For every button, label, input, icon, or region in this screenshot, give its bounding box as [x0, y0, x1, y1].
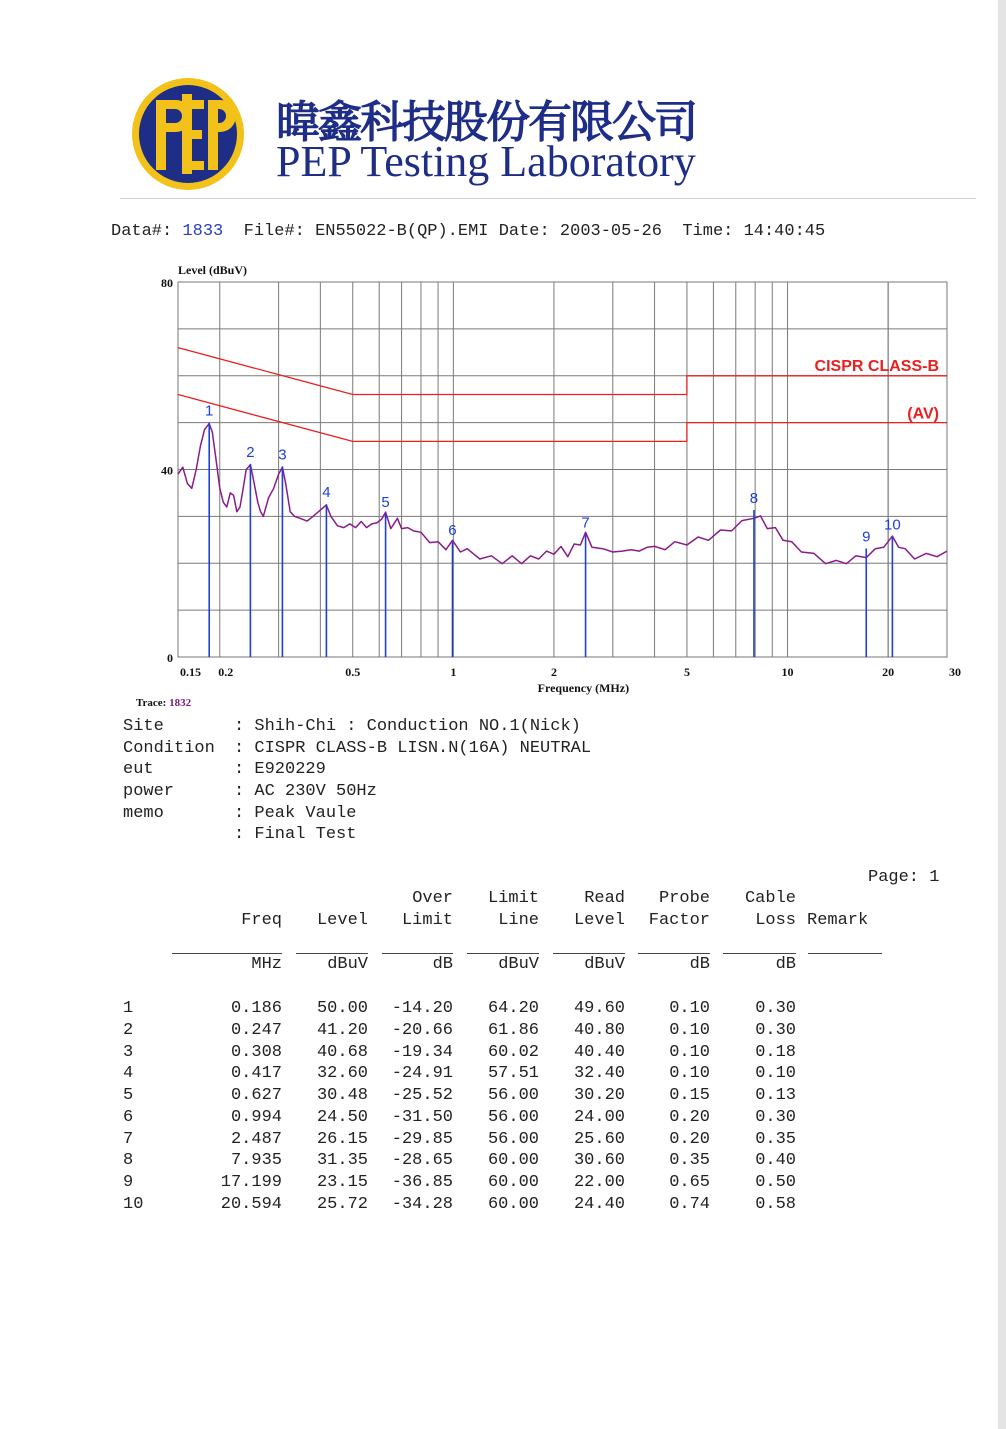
- header-rule: [172, 953, 282, 954]
- setup-row: [123, 759, 591, 781]
- limit-label-class-b: CISPR CLASS-B: [814, 357, 939, 375]
- y-tick-label: 0: [167, 651, 173, 665]
- date-value: 2003-05-26: [559, 222, 662, 241]
- file-name: EN55022-B(QP).EMI: [315, 222, 489, 241]
- table-cell: -20.66: [391, 1020, 453, 1040]
- header-rule: [382, 953, 453, 954]
- table-cell: 50.00: [316, 999, 368, 1018]
- setup-key: Condition: [123, 738, 215, 758]
- table-cell: 0.627: [230, 1086, 282, 1105]
- column-unit: MHz: [251, 955, 282, 974]
- column-unit: dBuV: [327, 955, 368, 974]
- column-header: Freq: [241, 911, 282, 930]
- table-cell: 24.50: [316, 1107, 368, 1127]
- column-header: Level: [316, 911, 368, 930]
- setup-row: [123, 781, 591, 803]
- column-header: Loss: [755, 911, 796, 930]
- x-tick-label: 0.5: [345, 665, 361, 679]
- table-cell: 26.15: [316, 1129, 368, 1149]
- table-cell: 60.02: [487, 1042, 539, 1062]
- x-tick-label: 0.15: [180, 665, 201, 679]
- header-rule: [723, 953, 796, 954]
- column-header-top: Probe: [658, 889, 710, 908]
- setup-value: : E920229: [234, 760, 326, 780]
- date-label: Date:: [498, 222, 550, 241]
- table-cell: 0.74: [669, 1194, 710, 1214]
- company-name-english: PEP Testing Laboratory: [276, 137, 696, 186]
- table-cell: 40.80: [573, 1020, 625, 1040]
- table-cell: 32.40: [573, 1064, 625, 1084]
- column-unit: dB: [775, 955, 796, 974]
- table-cell: 0.20: [669, 1129, 710, 1149]
- table-cell: 0.30: [755, 1020, 796, 1040]
- trace-label: [136, 697, 191, 709]
- time-label: Time:: [682, 222, 734, 241]
- trace-label-key: Trace:: [136, 697, 167, 709]
- x-tick-label: 10: [781, 665, 794, 679]
- column-header-remark: Remark: [807, 911, 869, 930]
- y-tick-label: 40: [161, 463, 173, 478]
- time-value: 14:40:45: [743, 222, 826, 241]
- setup-row: [123, 716, 591, 738]
- row-index: 1: [123, 999, 134, 1018]
- table-cell: 0.10: [669, 1042, 710, 1062]
- emi-chart: [0, 0, 1006, 700]
- data-label: Data#:: [111, 222, 173, 241]
- row-index: 3: [123, 1042, 134, 1062]
- table-cell: 0.13: [755, 1086, 796, 1105]
- page-number: Page: 1: [868, 868, 940, 887]
- setup-value: : Shih-Chi : Conduction NO.1(Nick): [234, 717, 581, 736]
- table-cell: 0.10: [669, 1020, 710, 1040]
- column-unit: dB: [689, 955, 710, 974]
- x-tick-label: 2: [550, 665, 557, 679]
- table-cell: 56.00: [487, 1086, 539, 1105]
- marker-label: 1: [205, 402, 214, 420]
- row-index: 9: [123, 1173, 134, 1192]
- x-tick-label: 1: [450, 665, 457, 679]
- table-cell: -24.91: [391, 1064, 453, 1084]
- setup-key: Site: [123, 717, 164, 736]
- table-cell: 0.40: [755, 1151, 796, 1171]
- marker-label: 3: [278, 446, 287, 464]
- table-cell: 49.60: [573, 999, 625, 1018]
- table-cell: 0.65: [669, 1173, 710, 1192]
- x-tick-label: 30: [949, 665, 961, 679]
- setup-value: : Final Test: [234, 825, 357, 845]
- header-rule: [296, 953, 368, 954]
- test-setup-block: [123, 716, 591, 846]
- table-cell: 0.30: [755, 999, 796, 1018]
- header-rule: [467, 953, 539, 954]
- table-cell: 57.51: [487, 1064, 539, 1084]
- table-cell: 7.935: [230, 1151, 282, 1171]
- row-index: 5: [123, 1086, 134, 1105]
- header-rule: [553, 953, 625, 954]
- file-label: File#:: [243, 222, 305, 241]
- table-cell: 0.10: [755, 1064, 796, 1084]
- marker-label: 10: [884, 516, 901, 534]
- column-header: Limit: [401, 911, 453, 930]
- table-cell: 32.60: [316, 1064, 368, 1084]
- column-unit: dBuV: [584, 955, 625, 974]
- marker-label: 9: [862, 528, 871, 546]
- table-cell: -25.52: [391, 1086, 453, 1105]
- table-cell: -19.34: [391, 1042, 453, 1062]
- marker-label: 8: [749, 490, 759, 508]
- header-rule: [638, 953, 710, 954]
- setup-row: [123, 803, 591, 825]
- setup-row: [123, 738, 591, 760]
- table-cell: 0.30: [755, 1107, 796, 1127]
- table-cell: 30.48: [316, 1086, 368, 1105]
- table-cell: 0.308: [230, 1042, 282, 1062]
- y-axis-label: Level (dBuV): [178, 263, 247, 277]
- setup-key: memo: [123, 803, 164, 823]
- table-cell: 0.417: [230, 1064, 282, 1084]
- column-header-top: Cable: [744, 889, 796, 908]
- table-cell: 60.00: [487, 1173, 539, 1192]
- x-tick-label: 0.2: [218, 665, 234, 679]
- row-index: 6: [123, 1107, 134, 1127]
- marker-label: 7: [581, 514, 590, 532]
- table-cell: 61.86: [487, 1020, 539, 1040]
- table-cell: 0.10: [669, 999, 710, 1018]
- table-cell: 25.72: [316, 1194, 368, 1214]
- table-cell: 0.20: [669, 1107, 710, 1127]
- table-cell: 0.35: [755, 1129, 796, 1149]
- x-tick-label: 5: [683, 665, 690, 679]
- marker-label: 5: [381, 494, 390, 512]
- table-cell: 40.68: [316, 1042, 368, 1062]
- column-header-top: Read: [584, 889, 625, 908]
- table-cell: 0.50: [755, 1173, 796, 1192]
- y-tick-label: 80: [161, 276, 173, 290]
- trace-number: 1832: [169, 697, 192, 709]
- table-cell: 22.00: [573, 1173, 625, 1192]
- table-cell: 64.20: [487, 999, 539, 1018]
- table-cell: 20.594: [220, 1194, 282, 1214]
- marker-label: 4: [322, 484, 331, 502]
- table-cell: 23.15: [316, 1173, 368, 1192]
- setup-value: : CISPR CLASS-B LISN.N(16A) NEUTRAL: [234, 738, 592, 758]
- limit-label-av: (AV): [907, 405, 939, 423]
- column-unit: dBuV: [498, 955, 539, 974]
- setup-key: power: [123, 782, 175, 802]
- table-cell: 25.60: [573, 1129, 625, 1149]
- table-cell: 60.00: [487, 1194, 539, 1214]
- row-index: 8: [123, 1151, 134, 1171]
- table-cell: 0.58: [755, 1194, 796, 1214]
- table-cell: 0.35: [669, 1151, 710, 1171]
- table-cell: 31.35: [316, 1151, 368, 1171]
- column-header: Level: [573, 911, 625, 930]
- table-cell: 24.00: [573, 1107, 625, 1127]
- company-name-chinese: 暐鑫科技股份有限公司: [276, 97, 696, 148]
- column-header-top: Over: [412, 889, 453, 908]
- setup-value: : AC 230V 50Hz: [234, 782, 377, 802]
- table-cell: 0.994: [230, 1107, 282, 1127]
- column-unit: dB: [432, 955, 453, 974]
- table-cell: 17.199: [220, 1173, 282, 1192]
- table-cell: -29.85: [391, 1129, 453, 1149]
- table-cell: -34.28: [391, 1194, 453, 1214]
- table-cell: 0.15: [669, 1086, 710, 1105]
- table-cell: -14.20: [391, 999, 453, 1018]
- table-cell: 0.186: [230, 999, 282, 1018]
- column-header: Line: [498, 911, 539, 930]
- table-cell: -28.65: [391, 1151, 453, 1171]
- table-cell: 30.20: [573, 1086, 625, 1105]
- table-cell: 0.10: [669, 1064, 710, 1084]
- setup-value: : Peak Vaule: [234, 803, 357, 823]
- table-cell: 56.00: [487, 1129, 539, 1149]
- row-index: 10: [123, 1194, 144, 1214]
- setup-key: eut: [123, 760, 154, 780]
- table-cell: 0.18: [755, 1042, 796, 1062]
- column-header: Factor: [648, 911, 710, 930]
- x-tick-label: 20: [882, 665, 895, 679]
- table-cell: -36.85: [391, 1173, 453, 1192]
- row-index: 7: [123, 1129, 134, 1149]
- row-index: 2: [123, 1020, 134, 1040]
- marker-label: 6: [448, 522, 457, 540]
- table-cell: 40.40: [573, 1042, 625, 1062]
- data-number: 1833: [182, 222, 224, 241]
- table-cell: 41.20: [316, 1020, 368, 1040]
- table-cell: 60.00: [487, 1151, 539, 1171]
- marker-label: 2: [246, 443, 255, 461]
- header-rule: [808, 953, 882, 954]
- table-cell: 24.40: [573, 1194, 625, 1214]
- table-cell: 0.247: [230, 1020, 282, 1040]
- column-header-top: Limit: [487, 889, 539, 908]
- row-index: 4: [123, 1064, 134, 1084]
- setup-row: [123, 824, 591, 846]
- table-cell: 2.487: [230, 1129, 282, 1149]
- table-cell: 30.60: [573, 1151, 625, 1171]
- x-axis-label: Frequency (MHz): [537, 681, 630, 695]
- table-cell: -31.50: [391, 1107, 453, 1127]
- table-cell: 56.00: [487, 1107, 539, 1127]
